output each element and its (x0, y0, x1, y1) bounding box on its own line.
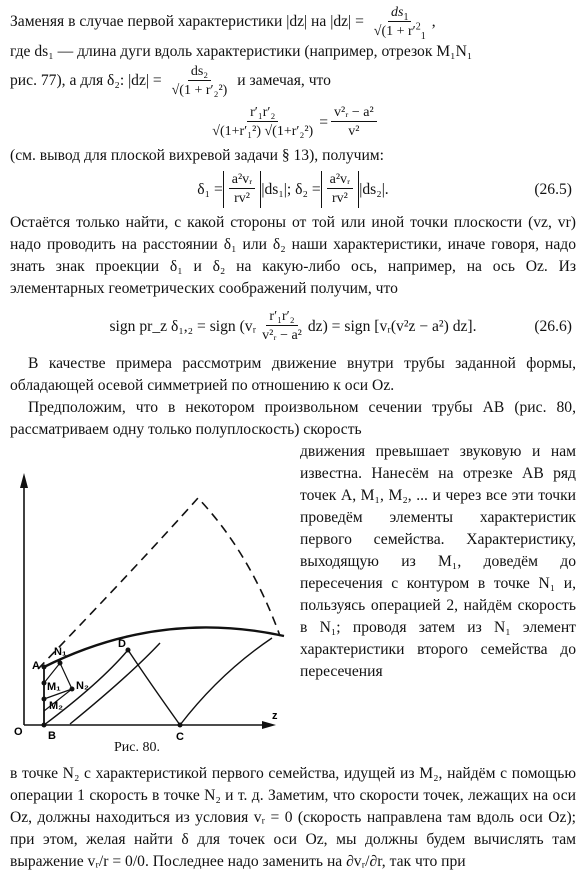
text-line-3: рис. 77), а для δ₂: |dz| = $\frac{\text{ds₂}}{\text{√(1 + r′₂²)}}$ и замечая, что (10, 64, 331, 98)
r-axis-arrow (20, 473, 28, 488)
text-line-1: Заменяя в случае первой характеристики |dz| на |dz| = $\frac{ds_1}{√(1 + r'^2_1}$ , (10, 5, 436, 42)
fraction-ds1: $\frac{ds_1}{√(1 + r'^2_1}$ (373, 5, 426, 42)
characteristic-3 (180, 638, 272, 725)
label-a: A (32, 660, 40, 672)
figure-caption: Рис. 80. (114, 740, 160, 755)
point-n2 (70, 687, 75, 692)
label-m2: M₂ (49, 700, 64, 712)
point-m2 (42, 697, 47, 702)
equation-26-5: δ₁ = $\frac{\text{a²vᵣ}}{\text{rv²}}$ |ds₁|; δ₂ = $\frac{\text{a²vᵣ}}{\text{rv²}}$ |ds₂|. (26.5) (197, 172, 572, 206)
label-b: B (48, 730, 56, 742)
label-n2: N₂ (76, 680, 89, 692)
label-c: C (176, 731, 184, 743)
figure-diagram (10, 443, 292, 763)
paragraph-3: В качестве примера рассмотрим движение внутри трубы заданной формы, обладающей осевой симметрией по отношению к оси Oz. (10, 355, 576, 394)
characteristic-2 (128, 650, 180, 725)
pipe-contour (44, 627, 284, 667)
point-b (42, 723, 47, 728)
label-n1: N₁ (54, 646, 67, 658)
paragraph-2: Остаётся только найти, с какой стороны от той или иной точки плоскости (vz, vr) надо проводить на расстоянии δ₁ или δ₂ наши характеристики, иначе говоря, надо знать знак проекции δ₁ и δ₂ на какую-либо ось, например, на ось Oz. Из элементарных геометрических соображений получим, что (10, 214, 576, 297)
point-d (126, 648, 131, 653)
point-n1 (58, 661, 63, 666)
figure-80 (10, 443, 292, 763)
z-axis-arrow (262, 721, 276, 729)
figure-block (10, 441, 576, 755)
text-line-2: где ds₁ — длина дуги вдоль характеристики (например, отрезок M₁N₁ (10, 43, 473, 60)
label-o: O (14, 726, 23, 738)
text-line-4: (см. вывод для плоской вихревой задачи § 13), получим: (10, 147, 384, 164)
label-z: z (272, 710, 278, 722)
point-m1 (42, 681, 47, 686)
equation-26-6: sign pr_z δ₁,₂ = sign (vᵣ $\frac{\text{r′₁r′₂}}{\text{v²ᵣ − a²}}$ dz) = sign [vᵣ(v²z − a²) dz]. (26.6) (109, 309, 572, 343)
label-m1: M₁ (47, 681, 61, 693)
label-d: D (118, 638, 126, 650)
page (10, 4, 576, 873)
point-c (178, 723, 183, 728)
paragraph-5: движения превышает звуковую и нам известна. Нанесём на отрезке AB ряд точек A, M₁, M₂, ... и через все эти точки проведём элементы характеристик первого семейства. Характеристику, выходящую из M₁, доведём до пересечения с контуром в точке N₁ и, пользуясь операцией 2, найдём скорость в N₁; проводя затем из N₁ элемент характеристики второго семейства до пересечения (300, 443, 576, 680)
fraction-ds2: $\frac{\text{ds₂}}{\text{√(1 + r′₂²)}}$ (171, 64, 228, 98)
point-a (42, 665, 47, 670)
equation-product: $\frac{\text{r′₁r′₂}}{\text{√(1+r′₁²) √(1+r′₂²)}}$ = $\frac{\text{v²ᵣ − a²}}{\text{v²}}$ (10, 104, 576, 141)
equation-number-26-6: (26.6) (534, 317, 572, 335)
paragraph-6: в точке N₂ с характеристикой первого семейства, идущей из M₂, найдём с помощью операции 1 скорость в точке N₂ и т. д. Заметим, что скорости точек, лежащих на оси Oz, должны находиться из условия vᵣ = 0 (скорость направлена там вдоль оси Oz); при этом, желая найти δ для точек оси Oz, мы должны будем вычислять там выражение vᵣ/r = 0/0. Последнее надо заменить на ∂vᵣ/∂r, так что при (10, 765, 576, 870)
equation-number-26-5: (26.5) (534, 180, 572, 198)
paragraph-4: Предположим, что в некотором произвольном сечении трубы AB (рис. 80, рассматриваем одну только полуплоскость) скорость (10, 399, 576, 438)
